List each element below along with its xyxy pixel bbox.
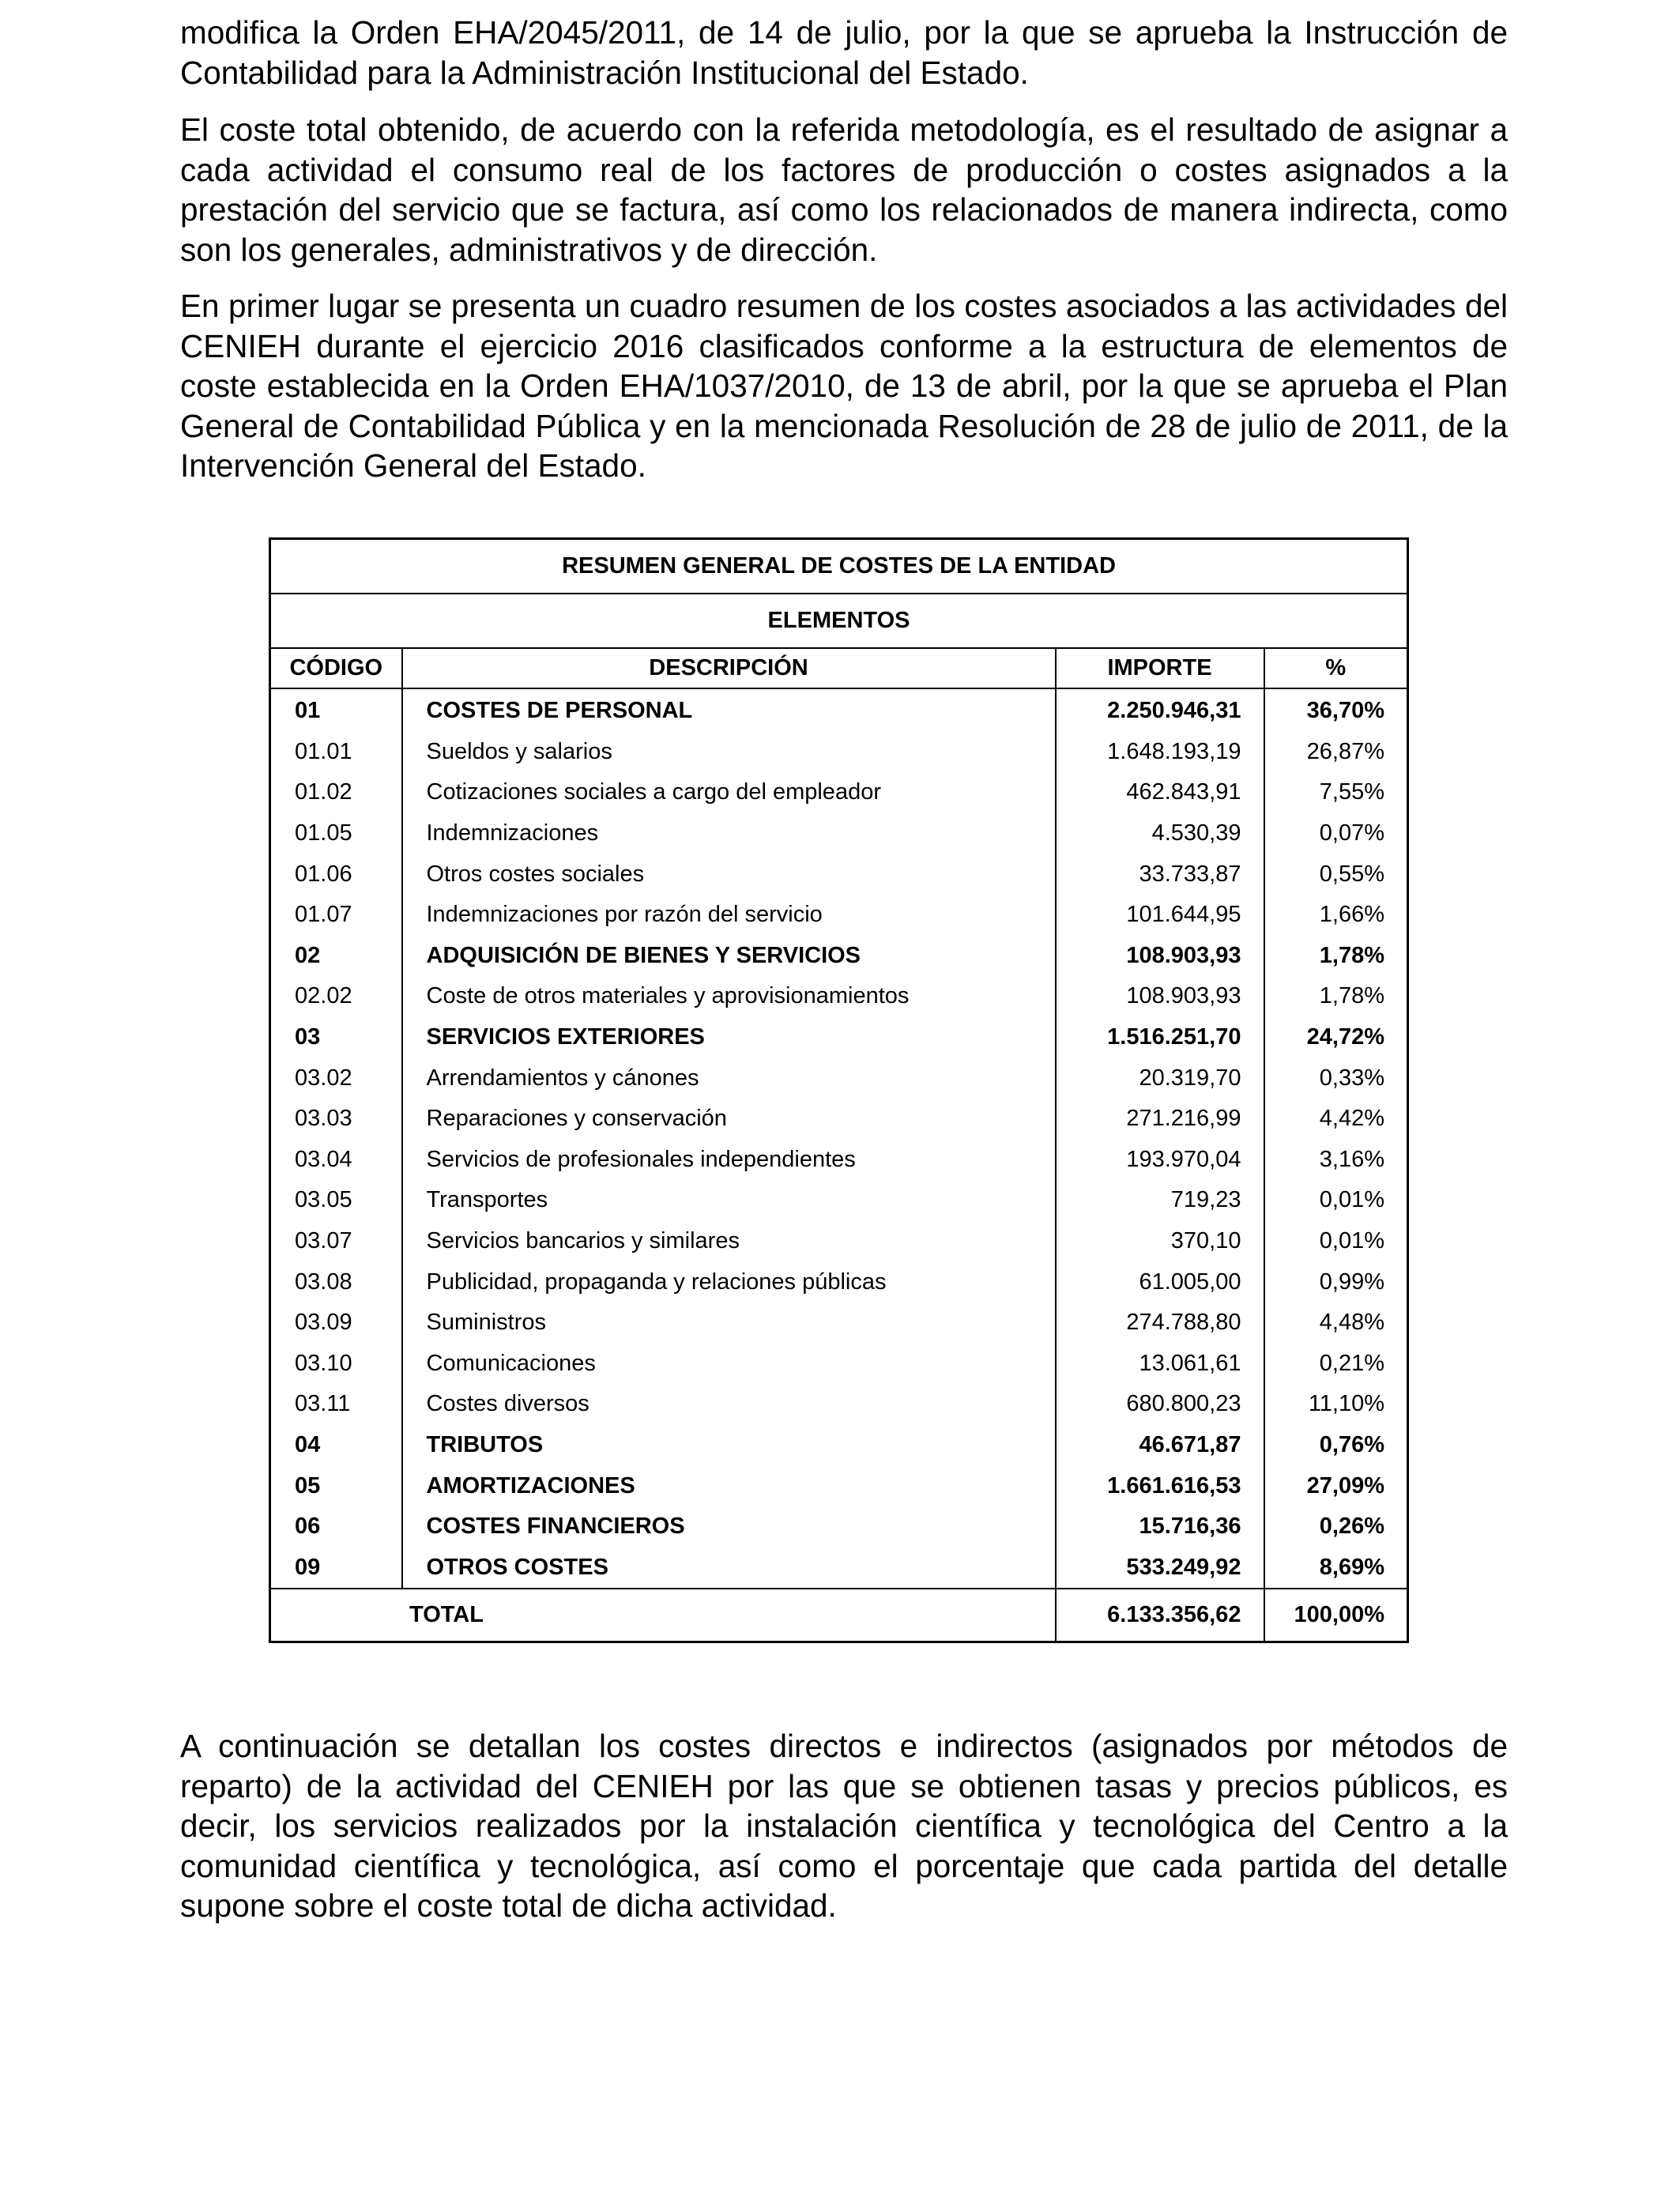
cell-percent: 0,01% bbox=[1264, 1180, 1408, 1221]
cell-code: 03.08 bbox=[295, 1269, 352, 1295]
cell-percent: 36,70% bbox=[1264, 688, 1408, 732]
cell-code: 03.05 bbox=[295, 1187, 352, 1213]
cell-description: TRIBUTOS bbox=[402, 1425, 1056, 1466]
cell-code: 03.04 bbox=[295, 1146, 352, 1172]
table-title: RESUMEN GENERAL DE COSTES DE LA ENTIDAD bbox=[270, 539, 1408, 594]
cell-amount: 533.249,92 bbox=[1056, 1547, 1264, 1589]
cell-percent: 1,78% bbox=[1264, 976, 1408, 1017]
cell-description: Indemnizaciones por razón del servicio bbox=[402, 895, 1056, 936]
table-row bbox=[270, 895, 1408, 936]
cell-description: Otros costes sociales bbox=[402, 854, 1056, 895]
cell-description: Comunicaciones bbox=[402, 1344, 1056, 1385]
cell-amount: 2.250.946,31 bbox=[1056, 688, 1264, 732]
cell-amount: 61.005,00 bbox=[1056, 1261, 1264, 1302]
table-header-row bbox=[270, 648, 1408, 688]
table-row bbox=[270, 732, 1408, 773]
table-row bbox=[270, 1425, 1408, 1466]
cell-description: Sueldos y salarios bbox=[402, 732, 1056, 773]
cell-percent: 0,55% bbox=[1264, 854, 1408, 895]
table-row bbox=[270, 1261, 1408, 1302]
cell-description: Transportes bbox=[402, 1180, 1056, 1221]
cell-percent: 7,55% bbox=[1264, 772, 1408, 813]
cell-code: 03.02 bbox=[295, 1065, 352, 1091]
cell-description: Servicios de profesionales independientes bbox=[402, 1140, 1056, 1181]
cell-percent: 11,10% bbox=[1264, 1384, 1408, 1425]
paragraph-intro: modifica la Orden EHA/2045/2011, de 14 de julio, por la que se aprueba la Instrucción de Contabilidad para la Administración Institucional del Estado. bbox=[180, 14, 1508, 91]
cell-description: Reparaciones y conservación bbox=[402, 1099, 1056, 1140]
cell-amount: 20.319,70 bbox=[1056, 1057, 1264, 1099]
cell-amount: 370,10 bbox=[1056, 1221, 1264, 1262]
cell-code: 02 bbox=[295, 942, 321, 968]
table-row bbox=[270, 1344, 1408, 1385]
cell-code: 02.02 bbox=[295, 983, 352, 1009]
cell-description: COSTES FINANCIEROS bbox=[402, 1506, 1056, 1547]
cell-amount: 719,23 bbox=[1056, 1180, 1264, 1221]
cell-amount: 1.516.251,70 bbox=[1056, 1017, 1264, 1058]
cell-amount: 108.903,93 bbox=[1056, 976, 1264, 1017]
cell-amount: 33.733,87 bbox=[1056, 854, 1264, 895]
total-amount: 6.133.356,62 bbox=[1056, 1589, 1264, 1642]
cell-code: 03.11 bbox=[295, 1391, 351, 1417]
cell-amount: 271.216,99 bbox=[1056, 1099, 1264, 1140]
cell-amount: 101.644,95 bbox=[1056, 895, 1264, 936]
cell-percent: 0,21% bbox=[1264, 1344, 1408, 1385]
cell-description: Indemnizaciones bbox=[402, 813, 1056, 854]
total-percent: 100,00% bbox=[1264, 1589, 1408, 1642]
cell-percent: 4,48% bbox=[1264, 1302, 1408, 1344]
cell-code: 04 bbox=[295, 1431, 321, 1457]
header-description: DESCRIPCIÓN bbox=[402, 648, 1056, 688]
cell-percent: 0,33% bbox=[1264, 1057, 1408, 1099]
cell-description: Coste de otros materiales y aprovisionamientos bbox=[402, 976, 1056, 1017]
table-subtitle-row bbox=[270, 594, 1408, 648]
paragraph-summary-intro: En primer lugar se presenta un cuadro resumen de los costes asociados a las actividades del CENIEH durante el ejercicio 2016 clasificados conforme a la estructura de elementos de coste establecida en la Orden EHA/1037/2010, de 13 de abril, por la que se aprueba el Plan General de Contabilidad Pública y en la mencionada Resolución de 28 de julio de 2011, de la Intervención General del Estado. bbox=[180, 288, 1508, 484]
cell-description: AMORTIZACIONES bbox=[402, 1465, 1056, 1506]
table-row bbox=[270, 1099, 1408, 1140]
table-row bbox=[270, 936, 1408, 977]
header-percent: % bbox=[1264, 648, 1408, 688]
table-row bbox=[270, 1221, 1408, 1262]
table-row bbox=[270, 813, 1408, 854]
cell-percent: 1,78% bbox=[1264, 936, 1408, 977]
table-row bbox=[270, 1547, 1408, 1589]
cell-code: 01.07 bbox=[295, 902, 352, 928]
table-subtitle: ELEMENTOS bbox=[270, 594, 1408, 648]
cell-percent: 0,07% bbox=[1264, 813, 1408, 854]
table-row bbox=[270, 1302, 1408, 1344]
cell-description: OTROS COSTES bbox=[402, 1547, 1056, 1589]
cell-amount: 680.800,23 bbox=[1056, 1384, 1264, 1425]
cell-percent: 27,09% bbox=[1264, 1465, 1408, 1506]
cell-description: COSTES DE PERSONAL bbox=[402, 688, 1056, 732]
cell-amount: 46.671,87 bbox=[1056, 1425, 1264, 1466]
cell-amount: 274.788,80 bbox=[1056, 1302, 1264, 1344]
cell-amount: 4.530,39 bbox=[1056, 813, 1264, 854]
cell-description: Costes diversos bbox=[402, 1384, 1056, 1425]
cell-description: Suministros bbox=[402, 1302, 1056, 1344]
cell-percent: 1,66% bbox=[1264, 895, 1408, 936]
cell-description: Servicios bancarios y similares bbox=[402, 1221, 1056, 1262]
cell-code: 09 bbox=[295, 1554, 321, 1580]
header-code: CÓDIGO bbox=[270, 648, 402, 688]
table-row bbox=[270, 976, 1408, 1017]
cell-percent: 4,42% bbox=[1264, 1099, 1408, 1140]
table-row bbox=[270, 1180, 1408, 1221]
table-row bbox=[270, 688, 1408, 732]
cell-percent: 0,26% bbox=[1264, 1506, 1408, 1547]
cell-percent: 0,01% bbox=[1264, 1221, 1408, 1262]
table-row bbox=[270, 1384, 1408, 1425]
cell-percent: 24,72% bbox=[1264, 1017, 1408, 1058]
cell-percent: 0,99% bbox=[1264, 1261, 1408, 1302]
paragraph-detail-intro: A continuación se detallan los costes directos e indirectos (asignados por métodos de reparto) de la actividad del CENIEH por las que se obtienen tasas y precios públicos, es decir, los servicios realizados por la instalación científica y tecnológica del Centro a la comunidad científica y tecnológica, así como el porcentaje que cada partida del detalle supone sobre el coste total de dicha actividad. bbox=[180, 1728, 1508, 1924]
cell-percent: 26,87% bbox=[1264, 732, 1408, 773]
cell-code: 03.10 bbox=[295, 1350, 352, 1376]
cell-amount: 462.843,91 bbox=[1056, 772, 1264, 813]
cell-percent: 0,76% bbox=[1264, 1425, 1408, 1466]
cell-code: 01.02 bbox=[295, 779, 352, 805]
cell-amount: 1.648.193,19 bbox=[1056, 732, 1264, 773]
header-amount: IMPORTE bbox=[1056, 648, 1264, 688]
cell-percent: 8,69% bbox=[1264, 1547, 1408, 1589]
cell-description: SERVICIOS EXTERIORES bbox=[402, 1017, 1056, 1058]
cell-code: 01 bbox=[295, 698, 321, 724]
cell-code: 01.05 bbox=[295, 820, 352, 846]
cell-code: 03.09 bbox=[295, 1310, 352, 1336]
cell-amount: 1.661.616,53 bbox=[1056, 1465, 1264, 1506]
cell-code: 01.01 bbox=[295, 738, 352, 764]
table-row bbox=[270, 854, 1408, 895]
cell-code: 03.07 bbox=[295, 1228, 352, 1254]
cell-code: 03 bbox=[295, 1024, 321, 1050]
cell-description: Arrendamientos y cánones bbox=[402, 1057, 1056, 1099]
cost-summary-table bbox=[269, 537, 1409, 1643]
cell-amount: 108.903,93 bbox=[1056, 936, 1264, 977]
cell-description: Publicidad, propaganda y relaciones públicas bbox=[402, 1261, 1056, 1302]
cell-amount: 15.716,36 bbox=[1056, 1506, 1264, 1547]
table-row bbox=[270, 1140, 1408, 1181]
table-title-row bbox=[270, 539, 1408, 594]
paragraph-cost-method: El coste total obtenido, de acuerdo con la referida metodología, es el resultado de asignar a cada actividad el consumo real de los factores de producción o costes asignados a la prestación del servicio que se factura, así como los relacionados de manera indirecta, como son los generales, administrativos y de dirección. bbox=[180, 111, 1508, 268]
total-label: TOTAL bbox=[270, 1589, 1056, 1642]
cell-description: ADQUISICIÓN DE BIENES Y SERVICIOS bbox=[402, 936, 1056, 977]
table-body bbox=[270, 688, 1408, 1589]
table-row bbox=[270, 1506, 1408, 1547]
cell-description: Cotizaciones sociales a cargo del empleador bbox=[402, 772, 1056, 813]
cell-code: 06 bbox=[295, 1514, 321, 1540]
cell-amount: 13.061,61 bbox=[1056, 1344, 1264, 1385]
cell-amount: 193.970,04 bbox=[1056, 1140, 1264, 1181]
cell-code: 01.06 bbox=[295, 861, 352, 887]
table-total-row bbox=[270, 1589, 1408, 1642]
cell-percent: 3,16% bbox=[1264, 1140, 1408, 1181]
table-row bbox=[270, 1465, 1408, 1506]
cell-code: 05 bbox=[295, 1472, 321, 1498]
table-row bbox=[270, 1017, 1408, 1058]
table-row bbox=[270, 772, 1408, 813]
table-row bbox=[270, 1057, 1408, 1099]
cell-code: 03.03 bbox=[295, 1106, 352, 1132]
